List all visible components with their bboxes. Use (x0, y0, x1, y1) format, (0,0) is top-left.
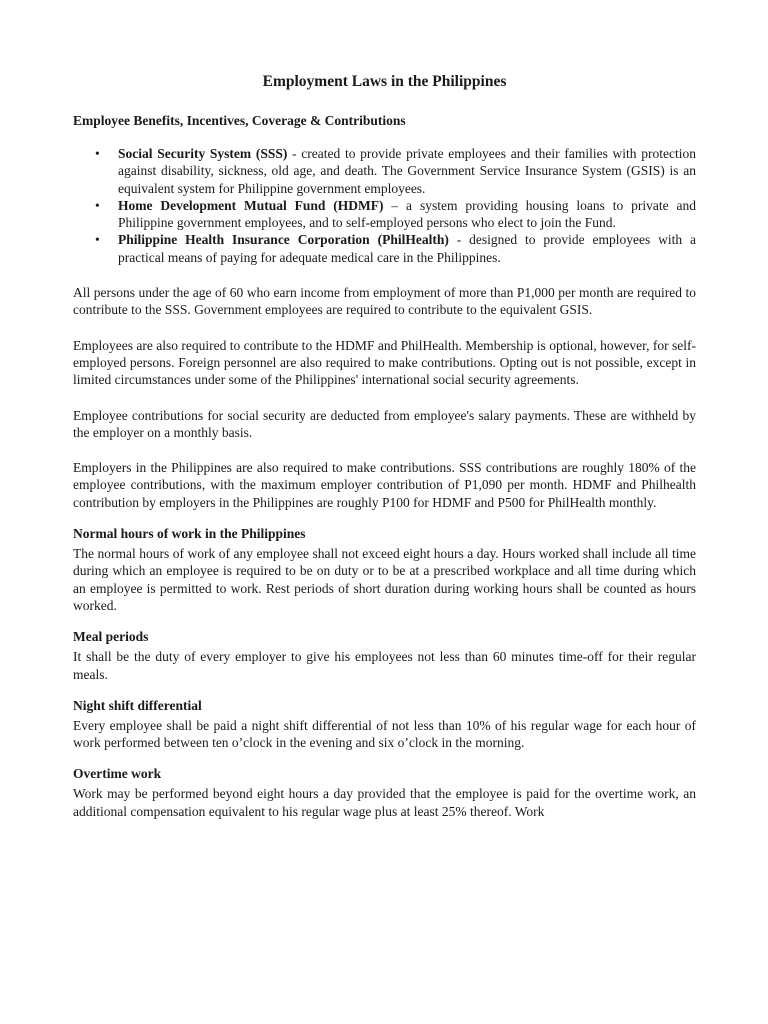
section-heading: Meal periods (73, 629, 149, 645)
list-item (73, 145, 696, 197)
section-body: Every employee shall be paid a night shift differential of not less than 10% of his regular wage for each hour of work performed between ten o’clock in the evening and six o’clock in the morning. (73, 717, 696, 751)
bullet-icon: • (95, 197, 100, 213)
benefit-term: Social Security System (SSS) (118, 146, 288, 161)
benefit-term: Home Development Mutual Fund (HDMF) (118, 197, 384, 213)
benefit-term: Philippine Health Insurance Corporation (PhilHealth) (118, 232, 449, 248)
benefit-description: - designed to provide employees with a practical means of paying for adequate medical care in the Philippines. (118, 232, 696, 265)
section-heading: Overtime work (73, 766, 162, 782)
paragraph: Employee contributions for social security are deducted from employee's salary payments. These are withheld by the employer on a monthly basis. (73, 407, 696, 440)
section-body: It shall be the duty of every employer to give his employees not less than 60 minutes time-off for their regular meals. (73, 649, 696, 682)
document-title: Employment Laws in the Philippines (262, 73, 507, 90)
paragraph: Employees are also required to contribute to the HDMF and PhilHealth. Membership is optional, however, for self-employed persons. Foreign personnel are also required to make contributions. Opting out is not possible, except in limited circumstances under some of the Philippines' international social security agreements. (73, 337, 696, 388)
benefits-list (73, 145, 696, 266)
benefit-description: – a system providing housing loans to private and Philippine government employees, and to self-employed persons who elect to join the Fund. (118, 197, 696, 231)
section-body: The normal hours of work of any employee shall not exceed eight hours a day. Hours worked shall include all time during which an employee is required to be on duty or to be at a prescribed workplace and all time during which an employee is permitted to work. Rest periods of short duration during working hours shall be counted as hours worked. (73, 546, 696, 613)
paragraph: All persons under the age of 60 who earn income from employment of more than P1,000 per month are required to contribute to the SSS. Government employees are required to contribute to the equivalent GSIS. (73, 285, 696, 318)
bullet-icon: • (95, 146, 100, 161)
section-body: Work may be performed beyond eight hours a day provided that the employee is paid for the overtime work, an additional compensation equivalent to his regular wage plus at least 25% thereof. Work (73, 786, 696, 819)
list-item (73, 231, 696, 266)
paragraph: Employers in the Philippines are also required to make contributions. SSS contributions are roughly 180% of the employee contributions, with the maximum employer contribution of P1,090 per month. HDMF and Philhealth contribution by employers in the Philippines are roughly P100 for HDMF and P500 for PhilHealth monthly. (73, 460, 696, 510)
section-heading: Normal hours of work in the Philippines (73, 526, 306, 542)
benefit-description: - created to provide private employees and their families with protection against disability, sickness, old age, and death. The Government Service Insurance System (GSIS) is an equivalent system for Philippine government employees. (118, 146, 696, 196)
list-item (73, 197, 696, 232)
section-heading: Night shift differential (73, 697, 202, 713)
section-subtitle: Employee Benefits, Incentives, Coverage & Contributions (73, 113, 406, 128)
bullet-icon: • (95, 232, 100, 248)
